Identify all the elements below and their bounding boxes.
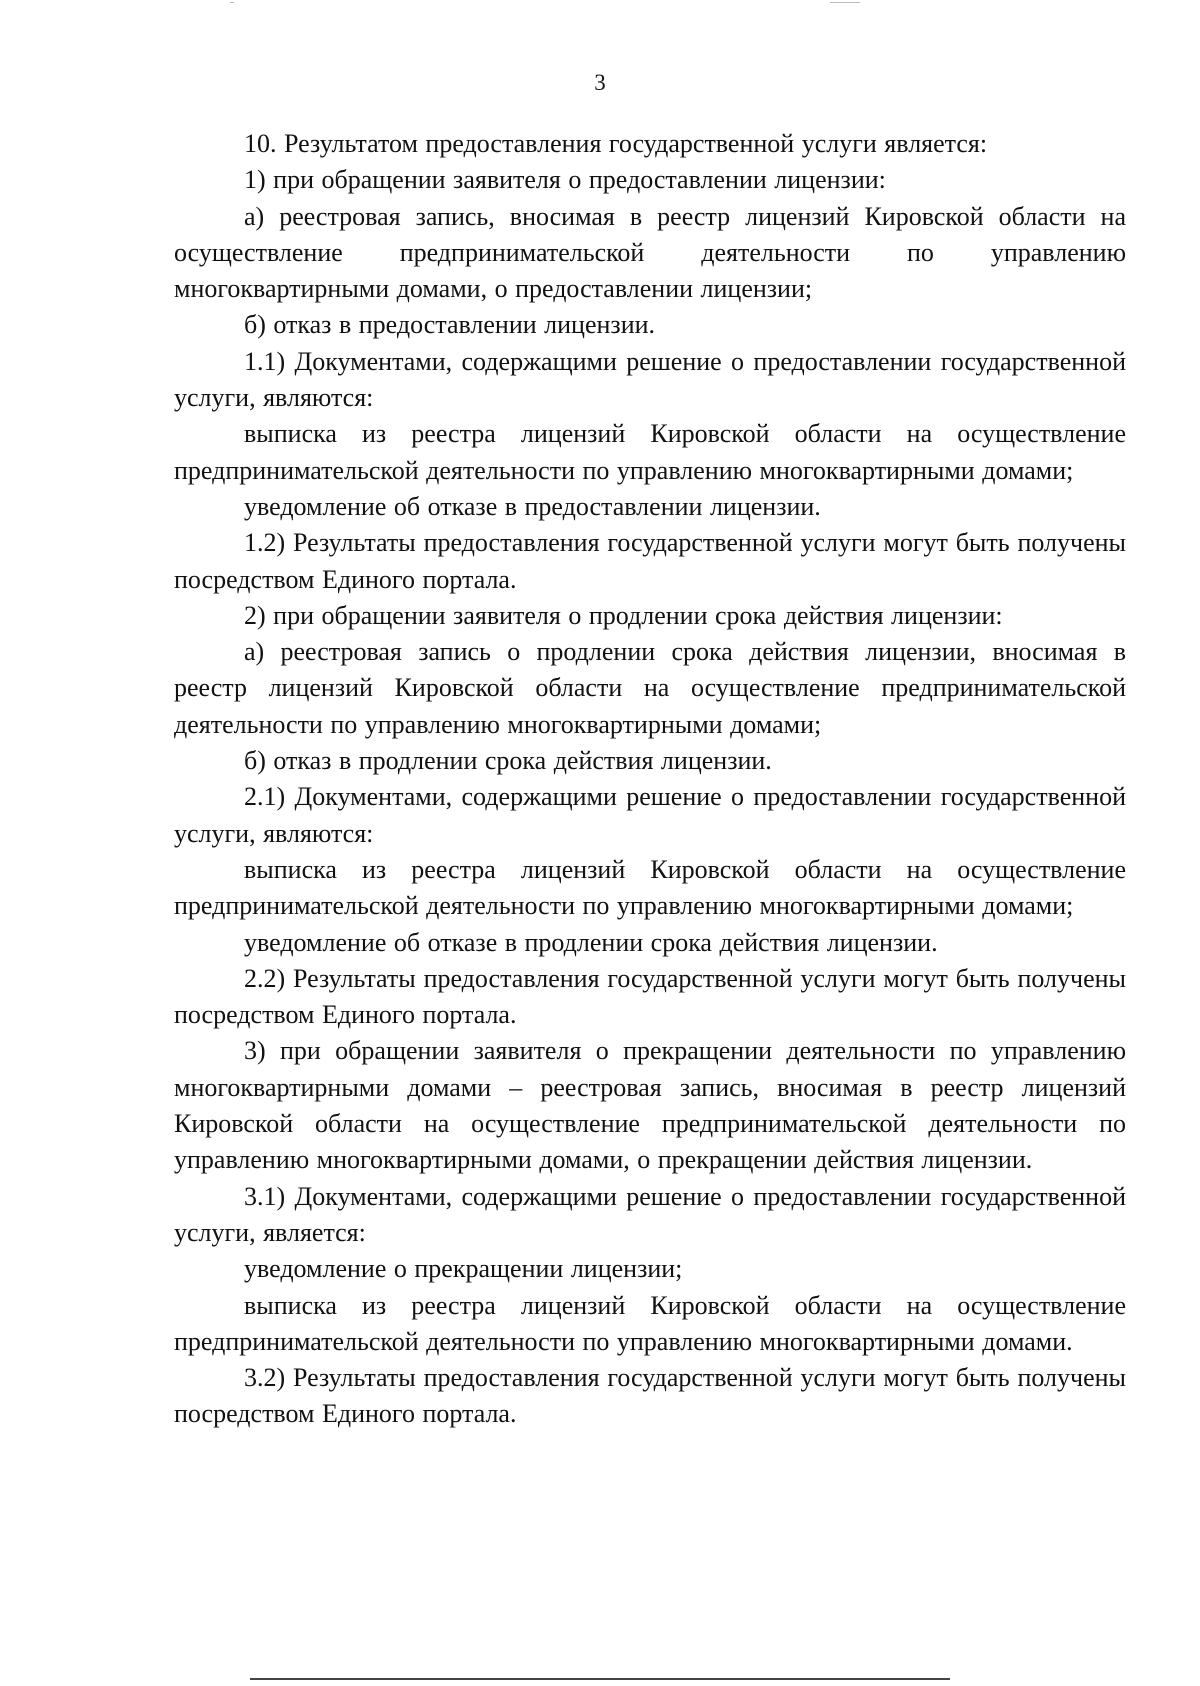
paragraph-item-1b: б) отказ в предоставлении лицензии. <box>244 310 656 340</box>
paragraph-item-2: 2) при обращении заявителя о продлении срока действия лицензии: <box>244 600 1003 630</box>
paragraph-item-2-2: 2.2) Результаты предоставления государственной услуги могут быть получены посредством Единого портала. <box>174 963 1126 1030</box>
paragraph-item-3: 3) при обращении заявителя о прекращении деятельности по управлению многоквартирными домами – реестровая запись, вносимая в реестр лицензий Кировской области на осуществление предпринимательской деятельности по управлению многоквартирными домами, о прекращении действия лицензии. <box>174 1036 1126 1175</box>
paragraph-item-2b: б) отказ в продлении срока действия лицензии. <box>244 746 772 776</box>
page-number: 3 <box>594 70 606 95</box>
page-bottom-rule <box>250 1678 950 1680</box>
scan-artifact-top-right <box>830 2 860 3</box>
paragraph-item-3-2: 3.2) Результаты предоставления государственной услуги могут быть получены посредством Единого портала. <box>174 1363 1126 1429</box>
paragraph-item-3-1-extract: выписка из реестра лицензий Кировской области на осуществление предпринимательской деятельности по управлению многоквартирными домами. <box>174 1290 1126 1356</box>
paragraph-item-2a: а) реестровая запись о продлении срока действия лицензии, вносимая в реестр лицензий Кировской области на осуществление предпринимательской деятельности по управлению многоквартирными домами; <box>174 637 1126 739</box>
paragraph-item-1-2: 1.2) Результаты предоставления государственной услуги могут быть получены посредством Единого портала. <box>174 528 1126 594</box>
paragraph-item-2-1: 2.1) Документами, содержащими решение о предоставлении государственной услуги, являются: <box>174 782 1126 848</box>
paragraph-result-heading: 10. Результатом предоставления государственной услуги является: <box>244 129 988 158</box>
paragraph-item-1-1-extract: выписка из реестра лицензий Кировской области на осуществление предпринимательской деятельности по управлению многоквартирными домами; <box>174 419 1126 485</box>
paragraph-item-1: 1) при обращении заявителя о предоставлении лицензии: <box>244 165 886 195</box>
paragraph-item-2-1-notice: уведомление об отказе в продлении срока действия лицензии. <box>244 927 938 957</box>
paragraph-item-3-1-notice: уведомление о прекращении лицензии; <box>244 1254 683 1284</box>
paragraph-item-1-1: 1.1) Документами, содержащими решение о предоставлении государственной услуги, являются: <box>174 346 1126 413</box>
paragraph-item-1a: а) реестровая запись, вносимая в реестр лицензий Кировской области на осуществление предпринимательской деятельности по управлению многоквартирными домами, о предоставлении лицензии; <box>174 201 1126 304</box>
scan-artifact-top <box>230 2 234 3</box>
paragraph-item-3-1: 3.1) Документами, содержащими решение о предоставлении государственной услуги, является: <box>174 1181 1126 1247</box>
paragraph-item-2-1-extract: выписка из реестра лицензий Кировской области на осуществление предпринимательской деятельности по управлению многоквартирными домами; <box>174 854 1126 921</box>
document-body <box>174 126 1126 1433</box>
paragraph-item-1-1-notice: уведомление об отказе в предоставлении лицензии. <box>244 491 821 521</box>
